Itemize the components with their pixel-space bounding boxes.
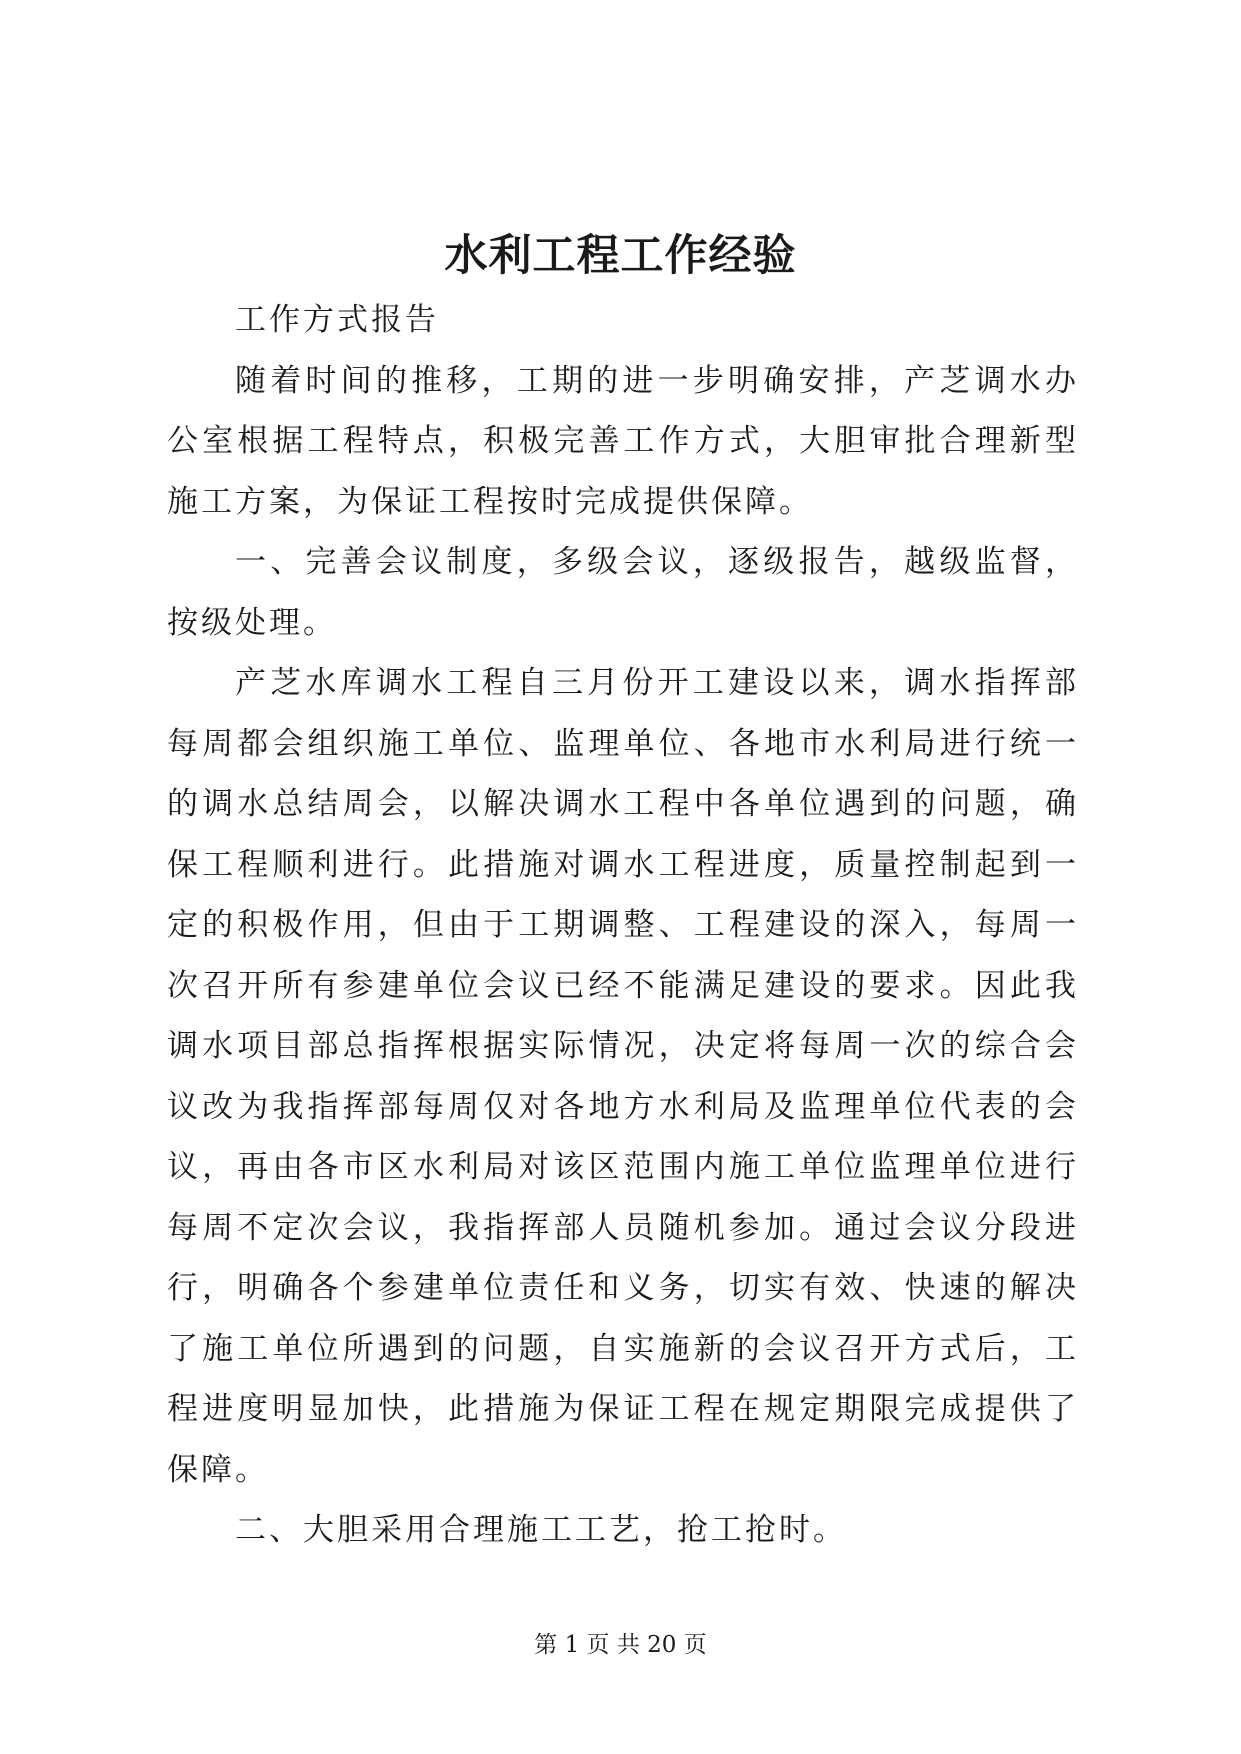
paragraph-subtitle: 工作方式报告 bbox=[235, 302, 439, 338]
page-footer: 第 1 页 共 20 页 bbox=[534, 1632, 707, 1658]
paragraph-heading-2: 二、大胆采用合理施工工艺，抢工抢时。 bbox=[235, 1512, 847, 1548]
document-body bbox=[167, 290, 1079, 1561]
paragraph-body-1: 产芝水库调水工程自三月份开工建设以来，调水指挥部每周都会组织施工单位、监理单位、各地市水利局进行统一的调水总结周会，以解决调水工程中各单位遇到的问题，确保工程顺利进行。此措施对调水工程进度，质量控制起到一定的积极作用，但由于工期调整、工程建设的深入，每周一次召开所有参建单位会议已经不能满足建设的要求。因此我调水项目部总指挥根据实际情况，决定将每周一次的综合会议改为我指挥部每周仅对各地方水利局及监理单位代表的会议，再由各市区水利局对该区范围内施工单位监理单位进行每周不定次会议，我指挥部人员随机参加。通过会议分段进行，明确各个参建单位责任和义务，切实有效、快速的解决了施工单位所遇到的问题，自实施新的会议召开方式后，工程进度明显加快，此措施为保证工程在规定期限完成提供了保障。 bbox=[167, 665, 1079, 1488]
paragraph-heading-1: 一、完善会议制度，多级会议，逐级报告，越级监督，按级处理。 bbox=[167, 544, 1079, 641]
document-title: 水利工程工作经验 bbox=[444, 231, 797, 281]
paragraph-intro: 随着时间的推移，工期的进一步明确安排，产芝调水办公室根据工程特点，积极完善工作方式，大胆审批合理新型施工方案，为保证工程按时完成提供保障。 bbox=[167, 362, 1079, 520]
